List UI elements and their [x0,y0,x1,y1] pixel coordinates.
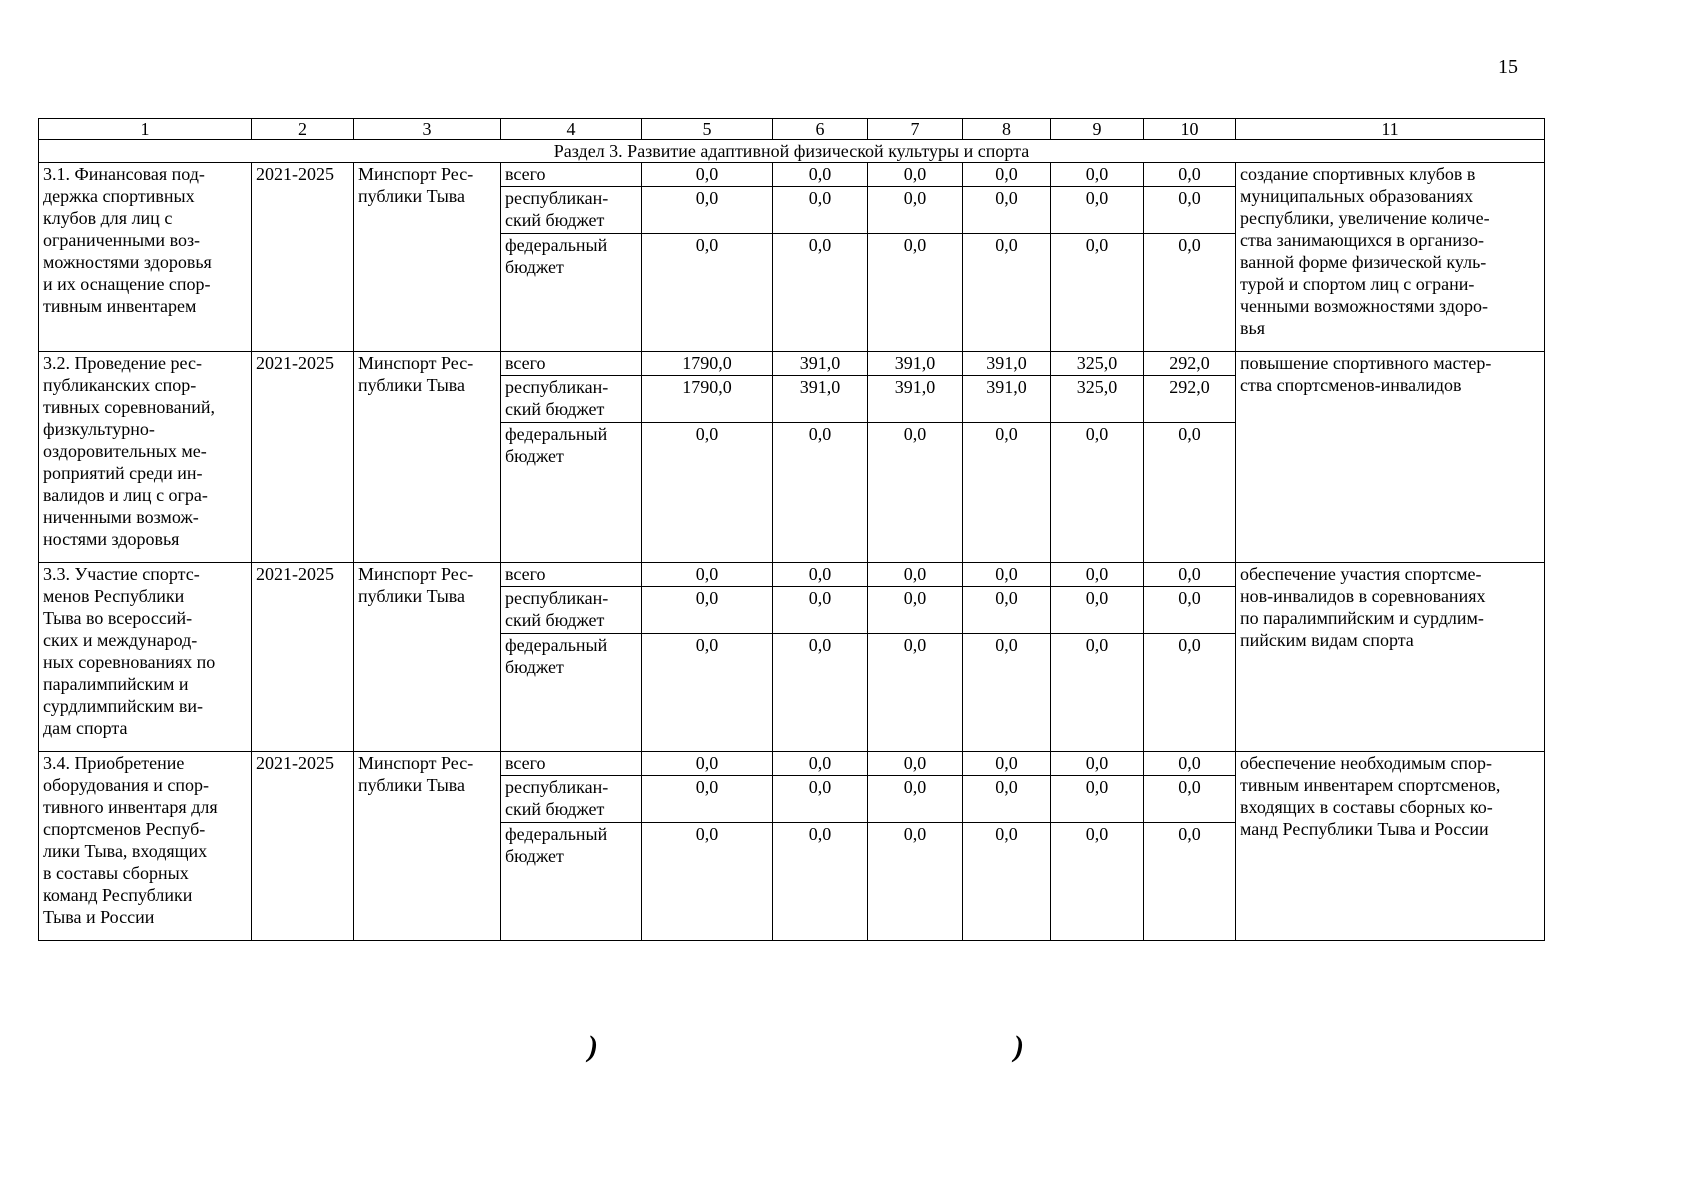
page-number: 15 [1498,56,1518,78]
funding-value-cell: 0,0 [642,823,773,941]
funding-value-cell: 292,0 [1144,376,1236,423]
column-number-row [39,119,1545,140]
funding-value-cell: 0,0 [642,423,773,563]
funding-value-cell: 391,0 [868,352,963,376]
funding-value-cell: 325,0 [1051,352,1144,376]
funding-value-cell: 0,0 [773,776,868,823]
column-number: 5 [642,119,773,140]
activity-row [39,563,1545,587]
funding-value-cell: 0,0 [963,752,1051,776]
funding-value-cell: 391,0 [963,352,1051,376]
funding-value-cell: 0,0 [642,776,773,823]
activity-executor: Минспорт Рес- публики Тыва [354,752,501,941]
column-number: 10 [1144,119,1236,140]
expected-result: обеспечение необходимым спор- тивным инвентарем спортсменов, входящих в составы сборных ко- манд Республики Тыва и России [1236,752,1545,941]
funding-value-cell: 0,0 [868,187,963,234]
funding-source-label: всего [501,563,642,587]
expected-result: обеспечение участия спортсме- нов-инвалидов в соревнованиях по паралимпийским и сурдлим- пийским видам спорта [1236,563,1545,752]
funding-value-cell: 0,0 [1051,423,1144,563]
activity-period: 2021-2025 [252,163,354,352]
funding-value-cell: 0,0 [868,234,963,352]
column-number: 8 [963,119,1051,140]
funding-value-cell: 0,0 [868,563,963,587]
column-number: 2 [252,119,354,140]
funding-value-cell: 0,0 [1144,187,1236,234]
activity-period: 2021-2025 [252,563,354,752]
funding-value-cell: 0,0 [963,187,1051,234]
funding-value-cell: 0,0 [773,587,868,634]
activity-period: 2021-2025 [252,752,354,941]
funding-source-label: федеральный бюджет [501,634,642,752]
funding-source-label: федеральный бюджет [501,234,642,352]
funding-value-cell: 0,0 [773,634,868,752]
funding-value-cell: 0,0 [1144,423,1236,563]
column-number: 1 [39,119,252,140]
funding-value-cell: 391,0 [868,376,963,423]
funding-value-cell: 0,0 [963,634,1051,752]
funding-value-cell: 0,0 [642,752,773,776]
funding-value-cell: 0,0 [868,752,963,776]
funding-value-cell: 0,0 [963,163,1051,187]
funding-value-cell: 0,0 [1144,563,1236,587]
funding-value-cell: 0,0 [773,187,868,234]
funding-source-label: всего [501,352,642,376]
activity-executor: Минспорт Рес- публики Тыва [354,352,501,563]
funding-value-cell: 0,0 [773,423,868,563]
funding-value-cell: 0,0 [773,563,868,587]
funding-value-cell: 0,0 [963,234,1051,352]
activity-name: 3.4. Приобретение оборудования и спор- тивного инвентаря для спортсменов Респуб- лики Тыва, входящих в составы сборных команд Республики Тыва и России [39,752,252,941]
funding-value-cell: 0,0 [773,234,868,352]
expected-result: создание спортивных клубов в муниципальных образованиях республики, увеличение количе- ства занимающихся в организо- ванной форме физической куль- турой и спортом лиц с ограни- ченными возможностями здоро- вья [1236,163,1545,352]
activity-period: 2021-2025 [252,352,354,563]
activity-name: 3.2. Проведение рес- публиканских спор- тивных соревнований, физкультурно- оздоровительных ме- роприятий среди ин- валидов и лиц с огра- ниченными возмож- ностями здоровья [39,352,252,563]
funding-value-cell: 0,0 [1051,187,1144,234]
funding-source-label: республикан- ский бюджет [501,376,642,423]
section-row [39,140,1545,163]
funding-value-cell: 325,0 [1051,376,1144,423]
funding-value-cell: 0,0 [642,563,773,587]
funding-value-cell: 0,0 [1144,234,1236,352]
column-number: 9 [1051,119,1144,140]
funding-value-cell: 0,0 [773,163,868,187]
column-number: 6 [773,119,868,140]
activity-row [39,352,1545,376]
funding-value-cell: 0,0 [642,234,773,352]
funding-value-cell: 1790,0 [642,352,773,376]
activity-row [39,752,1545,776]
activity-executor: Минспорт Рес- публики Тыва [354,563,501,752]
funding-value-cell: 0,0 [1051,234,1144,352]
funding-value-cell: 0,0 [1051,776,1144,823]
funding-value-cell: 0,0 [868,634,963,752]
funding-value-cell: 391,0 [963,376,1051,423]
funding-value-cell: 0,0 [1144,823,1236,941]
activity-row [39,163,1545,187]
funding-value-cell: 0,0 [868,163,963,187]
funding-source-label: всего [501,163,642,187]
funding-source-label: федеральный бюджет [501,823,642,941]
funding-source-label: республикан- ский бюджет [501,587,642,634]
scan-mark: ) [1014,1030,1024,1063]
funding-value-cell: 0,0 [1051,563,1144,587]
column-number: 11 [1236,119,1545,140]
funding-value-cell: 0,0 [642,187,773,234]
funding-source-label: всего [501,752,642,776]
funding-value-cell: 0,0 [868,423,963,563]
funding-value-cell: 0,0 [773,752,868,776]
funding-value-cell: 0,0 [1144,634,1236,752]
funding-value-cell: 0,0 [1051,634,1144,752]
column-number: 4 [501,119,642,140]
funding-value-cell: 0,0 [963,823,1051,941]
funding-value-cell: 391,0 [773,376,868,423]
activity-name: 3.1. Финансовая под- держка спортивных клубов для лиц с ограниченными воз- можностями здоровья и их оснащение спор- тивным инвентарем [39,163,252,352]
column-number: 7 [868,119,963,140]
funding-source-label: республикан- ский бюджет [501,776,642,823]
funding-value-cell: 0,0 [642,163,773,187]
funding-value-cell: 0,0 [1144,776,1236,823]
funding-value-cell: 0,0 [1051,163,1144,187]
activity-executor: Минспорт Рес- публики Тыва [354,163,501,352]
funding-value-cell: 0,0 [1144,752,1236,776]
funding-value-cell: 0,0 [868,823,963,941]
funding-source-label: федеральный бюджет [501,423,642,563]
funding-value-cell: 0,0 [963,563,1051,587]
funding-value-cell: 0,0 [963,587,1051,634]
funding-value-cell: 0,0 [1144,163,1236,187]
funding-value-cell: 0,0 [963,423,1051,563]
funding-value-cell: 0,0 [963,776,1051,823]
funding-value-cell: 0,0 [1051,752,1144,776]
funding-value-cell: 0,0 [868,587,963,634]
scan-mark: ) [588,1030,598,1063]
funding-value-cell: 0,0 [642,587,773,634]
column-number: 3 [354,119,501,140]
funding-value-cell: 1790,0 [642,376,773,423]
expected-result: повышение спортивного мастер- ства спортсменов-инвалидов [1236,352,1545,563]
funding-value-cell: 391,0 [773,352,868,376]
funding-value-cell: 292,0 [1144,352,1236,376]
activity-name: 3.3. Участие спортс- менов Республики Тыва во всероссий- ских и международ- ных соревнованиях по паралимпийским и сурдлимпийским ви- дам спорта [39,563,252,752]
funding-value-cell: 0,0 [773,823,868,941]
funding-value-cell: 0,0 [1051,587,1144,634]
funding-source-label: республикан- ский бюджет [501,187,642,234]
program-activities-table [38,118,1545,941]
section-title: Раздел 3. Развитие адаптивной физической культуры и спорта [39,140,1545,163]
funding-value-cell: 0,0 [1051,823,1144,941]
funding-value-cell: 0,0 [868,776,963,823]
funding-value-cell: 0,0 [642,634,773,752]
funding-value-cell: 0,0 [1144,587,1236,634]
